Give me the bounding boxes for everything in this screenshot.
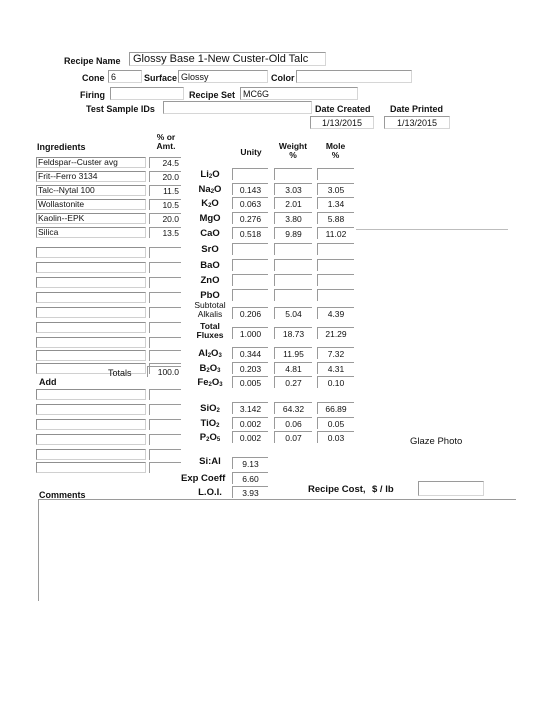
weight-cell: 64.32 — [274, 402, 312, 414]
mole-cell: 0.05 — [317, 417, 354, 429]
mole-cell — [317, 289, 354, 301]
weight-cell: 4.81 — [274, 362, 312, 374]
date-created-field[interactable] — [310, 116, 374, 129]
weight-cell — [274, 274, 312, 286]
weight-cell: 0.06 — [274, 417, 312, 429]
recipe-name-field[interactable] — [129, 52, 326, 66]
mole-cell — [317, 243, 354, 255]
unity-cell — [232, 274, 268, 286]
amount-header-line1: % or — [156, 132, 176, 142]
ingredient-amount-field[interactable]: 11.5 — [149, 185, 181, 196]
oxide-tail: O — [211, 377, 220, 388]
oxide-label — [194, 275, 226, 286]
add-amount-field[interactable] — [149, 404, 181, 415]
ingredient-name-field[interactable]: Feldspar--Custer avg — [36, 157, 146, 168]
unity-cell: 0.143 — [232, 183, 268, 195]
oxide-subscript: 2 — [216, 423, 220, 429]
recipe-set-value: MC6G — [243, 89, 270, 99]
weight-cell: 9.89 — [274, 227, 312, 239]
oxide-label — [194, 363, 226, 374]
oxide-subscript: 2 — [208, 174, 213, 180]
loi-value: 3.93 — [232, 486, 268, 498]
weight-cell — [274, 289, 312, 301]
totals-value: 100.0 — [147, 366, 181, 377]
oxide-subscript: 2 — [216, 408, 220, 414]
weight-cell: 11.95 — [274, 347, 312, 359]
oxide-element: P — [199, 432, 207, 443]
mole-cell: 66.89 — [317, 402, 354, 414]
date-created-value: 1/13/2015 — [322, 118, 363, 128]
oxide-element: Na — [198, 184, 211, 195]
exp-coeff-label: Exp Coeff — [181, 473, 226, 484]
unity-cell: 0.002 — [232, 431, 268, 443]
mole-cell: 4.31 — [317, 362, 354, 374]
recipe-name-label: Recipe Name — [64, 56, 121, 66]
ingredient-name-field[interactable]: Frit--Ferro 3134 — [36, 171, 146, 182]
oxide-element: Li — [200, 169, 209, 180]
oxide-subscript: 3 — [218, 353, 222, 359]
ingredient-amount-field[interactable] — [149, 277, 181, 288]
add-name-field[interactable] — [36, 462, 146, 473]
recipe-cost-field[interactable] — [418, 481, 484, 496]
oxide-element: Al — [198, 348, 208, 359]
ingredient-amount-field[interactable] — [149, 337, 181, 348]
date-printed-value: 1/13/2015 — [397, 118, 438, 128]
ingredient-name-field[interactable] — [36, 350, 146, 361]
unity-cell: 0.002 — [232, 417, 268, 429]
oxide-label — [194, 184, 226, 195]
oxide-element: TiO — [200, 418, 217, 429]
mole-header-line2: % — [331, 150, 340, 160]
oxide-label — [194, 213, 226, 224]
ingredient-name-field[interactable]: Talc--Nytal 100 — [36, 185, 146, 196]
oxide-label — [194, 244, 226, 255]
oxide-tail: O — [209, 432, 217, 443]
oxide-subscript: 2 — [206, 368, 210, 374]
date-printed-field[interactable] — [384, 116, 450, 129]
weight-cell — [274, 168, 312, 180]
unity-cell — [232, 168, 268, 180]
color-field[interactable] — [296, 70, 412, 83]
glaze-photo-label: Glaze Photo — [410, 436, 463, 447]
mole-cell — [317, 274, 354, 286]
oxide-subscript: 2 — [207, 353, 212, 359]
ingredient-name-field[interactable] — [36, 322, 146, 333]
oxide-subscript: 2 — [208, 382, 212, 388]
firing-field[interactable] — [110, 87, 184, 100]
ingredients-header: Ingredients — [37, 142, 86, 152]
ingredient-name-field[interactable] — [36, 262, 146, 273]
ingredient-name-field[interactable]: Silica — [36, 227, 146, 238]
unity-cell: 0.203 — [232, 362, 268, 374]
ingredient-name-field[interactable]: Wollastonite — [36, 199, 146, 210]
oxide-element: SrO — [201, 244, 219, 255]
subtotal-label-line1: Subtotal — [194, 300, 226, 310]
oxide-subscript: 2 — [210, 189, 215, 195]
ingredient-amount-field[interactable] — [149, 322, 181, 333]
weight-cell — [274, 259, 312, 271]
mole-cell: 11.02 — [317, 227, 354, 239]
ingredient-amount-field[interactable]: 24.5 — [149, 157, 181, 168]
oxide-element: ZnO — [200, 275, 220, 286]
loi-label: L.O.I. — [198, 487, 222, 498]
cone-value: 6 — [111, 72, 117, 82]
unity-header: Unity — [240, 147, 262, 157]
color-label: Color — [271, 73, 295, 83]
totals-label: Totals — [108, 368, 132, 378]
add-name-field[interactable] — [36, 404, 146, 415]
add-amount-field[interactable] — [149, 462, 181, 473]
add-amount-field[interactable] — [149, 419, 181, 430]
mole-cell — [317, 168, 354, 180]
subtotal-unity: 0.206 — [232, 307, 268, 319]
test-sample-ids-label: Test Sample IDs — [86, 104, 155, 114]
unity-cell — [232, 259, 268, 271]
unity-cell: 0.063 — [232, 197, 268, 209]
oxide-label — [194, 403, 226, 414]
total-label-line2: Fluxes — [196, 330, 224, 340]
mole-header — [317, 142, 354, 160]
oxide-subscript: 2 — [206, 437, 210, 443]
subtotal-label-line2: Alkalis — [197, 309, 223, 319]
cone-label: Cone — [82, 73, 105, 83]
mole-cell: 0.10 — [317, 376, 354, 388]
ingredient-amount-field[interactable]: 20.0 — [149, 213, 181, 224]
oxide-tail: O — [211, 198, 219, 209]
unity-cell: 3.142 — [232, 402, 268, 414]
total-weight: 18.73 — [274, 327, 312, 339]
test-sample-ids-field[interactable] — [163, 101, 312, 114]
ingredient-name-field[interactable]: Kaolin--EPK — [36, 213, 146, 224]
add-name-field[interactable] — [36, 434, 146, 445]
weight-cell: 3.03 — [274, 183, 312, 195]
mole-cell — [317, 259, 354, 271]
mole-cell: 0.03 — [317, 431, 354, 443]
oxide-element: Fe — [197, 377, 209, 388]
ingredient-name-field[interactable] — [36, 307, 146, 318]
oxide-label — [194, 228, 226, 239]
oxide-element: CaO — [200, 228, 220, 239]
si-al-label: Si:Al — [199, 456, 221, 467]
mole-header-line1: Mole — [325, 141, 346, 151]
mole-cell: 7.32 — [317, 347, 354, 359]
total-mole: 21.29 — [317, 327, 354, 339]
weight-cell: 3.80 — [274, 212, 312, 224]
ingredient-amount-field[interactable] — [149, 292, 181, 303]
oxide-label — [194, 432, 226, 443]
add-name-field[interactable] — [36, 419, 146, 430]
oxide-tail: O — [209, 363, 218, 374]
weight-header-line1: Weight — [278, 141, 308, 151]
mole-cell: 1.34 — [317, 197, 354, 209]
ingredient-amount-field[interactable] — [149, 262, 181, 273]
subtotal-alkalis-label — [194, 301, 226, 319]
recipe-set-field[interactable] — [240, 87, 358, 100]
oxide-element: SiO — [200, 403, 217, 414]
comments-field[interactable] — [38, 499, 516, 601]
surface-label: Surface — [144, 73, 178, 83]
mole-cell: 3.05 — [317, 183, 354, 195]
exp-coeff-value: 6.60 — [232, 472, 268, 484]
divider-line — [356, 229, 508, 230]
date-printed-label: Date Printed — [390, 104, 444, 114]
per-lb-label: $ / lb — [372, 484, 394, 495]
ingredient-name-field[interactable] — [36, 292, 146, 303]
weight-header — [274, 142, 312, 160]
ingredient-amount-field[interactable]: 13.5 — [149, 227, 181, 238]
weight-cell: 0.27 — [274, 376, 312, 388]
subtotal-mole: 4.39 — [317, 307, 354, 319]
recipe-name-value: Glossy Base 1-New Custer-Old Talc — [133, 53, 309, 65]
oxide-label — [194, 198, 226, 209]
ingredient-amount-field[interactable] — [149, 247, 181, 258]
recipe-cost-label: Recipe Cost, — [308, 484, 366, 495]
oxide-element: MgO — [199, 213, 221, 224]
add-amount-field[interactable] — [149, 434, 181, 445]
cone-field[interactable] — [108, 70, 142, 83]
oxide-subscript: 2 — [208, 203, 212, 209]
unity-cell: 0.344 — [232, 347, 268, 359]
oxide-element: BaO — [200, 260, 220, 271]
unity-cell — [232, 243, 268, 255]
unity-cell: 0.005 — [232, 376, 268, 388]
add-name-field[interactable] — [36, 389, 146, 400]
surface-value: Glossy — [181, 72, 209, 82]
oxide-label — [194, 377, 226, 388]
weight-header-line2: % — [289, 150, 297, 160]
ingredient-amount-field[interactable]: 20.0 — [149, 171, 181, 182]
date-created-label: Date Created — [315, 104, 371, 114]
total-unity: 1.000 — [232, 327, 268, 339]
add-name-field[interactable] — [36, 449, 146, 460]
mole-cell: 5.88 — [317, 212, 354, 224]
ingredient-name-field[interactable] — [36, 247, 146, 258]
ingredient-amount-field[interactable]: 10.5 — [149, 199, 181, 210]
oxide-subscript: 3 — [219, 382, 223, 388]
add-amount-field[interactable] — [149, 389, 181, 400]
ingredient-name-field[interactable] — [36, 277, 146, 288]
oxide-label — [194, 348, 226, 359]
recipe-set-label: Recipe Set — [189, 90, 236, 100]
oxide-tail: O — [212, 169, 220, 180]
unity-cell: 0.276 — [232, 212, 268, 224]
ingredient-amount-field[interactable] — [149, 307, 181, 318]
oxide-element: K — [201, 198, 209, 209]
total-label-line1: Total — [200, 321, 220, 331]
amount-header — [150, 133, 182, 151]
oxide-label — [194, 169, 226, 180]
add-amount-field[interactable] — [149, 449, 181, 460]
unity-cell: 0.518 — [232, 227, 268, 239]
weight-cell: 2.01 — [274, 197, 312, 209]
oxide-element: B — [199, 363, 207, 374]
oxide-tail: O — [211, 348, 219, 359]
unity-cell — [232, 289, 268, 301]
total-fluxes-label — [194, 322, 226, 340]
ingredient-name-field[interactable] — [36, 337, 146, 348]
subtotal-weight: 5.04 — [274, 307, 312, 319]
si-al-value: 9.13 — [232, 457, 268, 469]
oxide-subscript: 5 — [216, 437, 221, 443]
oxide-tail: O — [214, 184, 222, 195]
firing-label: Firing — [80, 90, 105, 100]
oxide-label — [194, 260, 226, 271]
oxide-label — [194, 418, 226, 429]
oxide-subscript: 3 — [217, 368, 221, 374]
oxide-element: PbO — [200, 290, 220, 301]
comments-label: Comments — [39, 490, 86, 500]
ingredient-amount-field[interactable] — [149, 350, 181, 361]
weight-cell: 0.07 — [274, 431, 312, 443]
amount-header-line2: Amt. — [156, 141, 176, 151]
weight-cell — [274, 243, 312, 255]
surface-field[interactable] — [178, 70, 268, 83]
add-header: Add — [39, 377, 57, 387]
